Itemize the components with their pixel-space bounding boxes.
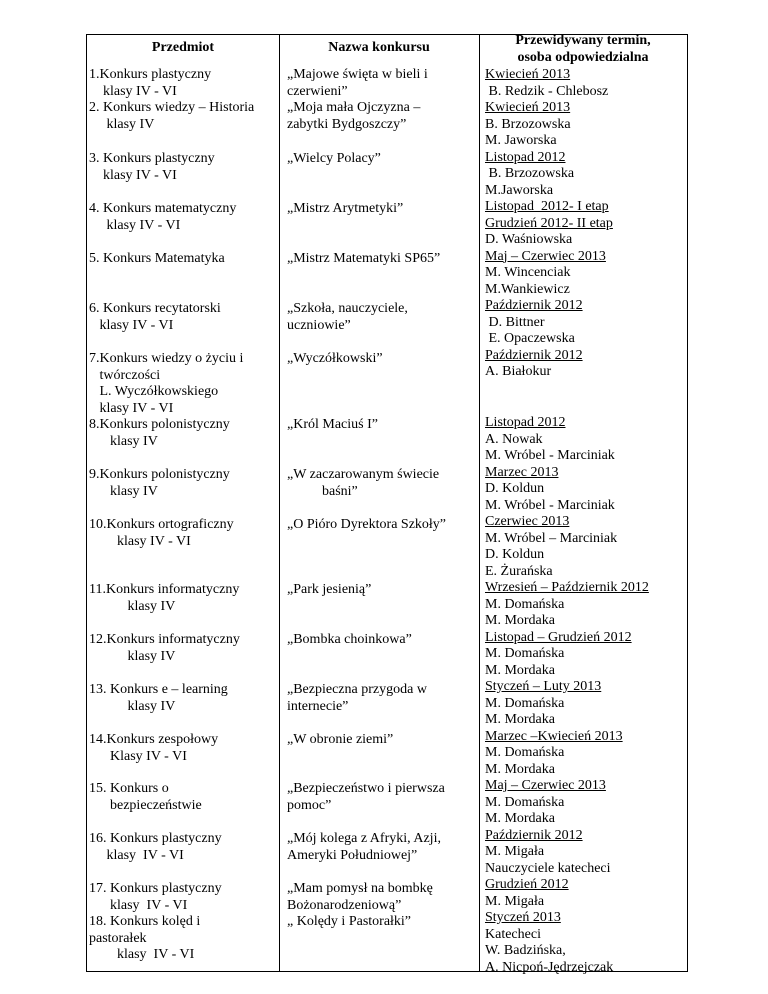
- term-date: Maj – Czerwiec 2013: [485, 778, 606, 793]
- contest-name-cell: „Mam pomysł na bombkę Bożonarodzeniową” „ Kolędy i Pastorałki”: [287, 881, 433, 929]
- term-date: Listopad 2012: [485, 149, 566, 165]
- term-date: Październik 2012: [485, 827, 583, 843]
- term-date: Kwiecień 2013: [485, 100, 571, 115]
- term-date: Październik 2012: [485, 347, 583, 363]
- responsible-person: M. Migała: [485, 893, 545, 909]
- subject-cell: 4. Konkurs matematyczny klasy IV - VI: [89, 201, 237, 233]
- contest-name-cell: „Król Maciuś I”: [287, 417, 378, 432]
- subject-cell: 15. Konkurs o bezpieczeństwie: [89, 781, 202, 813]
- responsible-person: M. Wróbel – Marciniak D. Koldun E. Żurańska: [485, 530, 618, 579]
- subject-cell: 3. Konkurs plastyczny klasy IV - VI: [89, 151, 215, 183]
- subject-cell: 5. Konkurs Matematyka: [89, 251, 225, 266]
- responsible-person: B. Brzozowska M.Jaworska: [485, 166, 575, 198]
- subject-cell: 17. Konkurs plastyczny klasy IV - VI 18. Konkurs kolęd i pastorałek klasy IV - VI: [89, 881, 222, 962]
- subject-cell: 1.Konkurs plastyczny klasy IV - VI 2. Konkurs wiedzy – Historia klasy IV: [89, 67, 255, 132]
- responsible-person: M. Domańska M. Mordaka: [485, 695, 565, 727]
- subject-cell: 7.Konkurs wiedzy o życiu i twórczości L. Wyczółkowskiego klasy IV - VI 8.Konkurs polonistyczny klasy IV: [89, 351, 244, 449]
- contest-name-cell: „Park jesienią”: [287, 582, 372, 597]
- responsible-person: Katecheci W. Badzińska, A. Nicpoń-Jędrzejczak: [485, 926, 614, 975]
- term-date: Grudzień 2012: [485, 877, 569, 892]
- contest-name-cell: „Szkoła, nauczyciele, uczniowie”: [287, 301, 408, 333]
- responsible-person: M. Domańska M. Mordaka: [485, 745, 565, 777]
- responsible-person: M. Domańska M. Mordaka: [485, 646, 565, 678]
- responsible-person: M. Migała Nauczyciele katecheci: [485, 844, 611, 876]
- responsible-person: A. Nowak M. Wróbel - Marciniak: [485, 431, 615, 463]
- column-divider: [279, 35, 280, 971]
- term-date: Październik 2012: [485, 298, 583, 313]
- subject-cell: 13. Konkurs e – learning klasy IV: [89, 682, 228, 714]
- subject-cell: 9.Konkurs polonistyczny klasy IV: [89, 467, 230, 499]
- contest-name-cell: „Mistrz Matematyki SP65”: [287, 251, 441, 266]
- column-divider: [479, 35, 480, 971]
- contest-name-cell: „Bombka choinkowa”: [287, 632, 412, 647]
- subject-cell: 6. Konkurs recytatorski klasy IV - VI: [89, 301, 221, 333]
- contest-name-cell: „Majowe święta w bieli i czerwieni” „Moja mała Ojczyzna – zabytki Bydgoszczy”: [287, 67, 428, 132]
- responsible-person: D. Waśniowska: [485, 232, 573, 247]
- term-date: Listopad 2012- I etap Grudzień 2012- II etap: [485, 199, 613, 231]
- term-date: Maj – Czerwiec 2013: [485, 248, 606, 264]
- contest-name-cell: „Mistrz Arytmetyki”: [287, 201, 404, 216]
- term-date: Styczeń – Luty 2013: [485, 679, 602, 694]
- responsible-person: M. Domańska M. Mordaka: [485, 794, 565, 826]
- header-subject: Przedmiot: [151, 40, 215, 55]
- contest-name-cell: „W obronie ziemi”: [287, 732, 394, 747]
- subject-cell: 14.Konkurs zespołowy Klasy IV - VI: [89, 732, 219, 764]
- contest-name-cell: „Bezpieczna przygoda w internecie”: [287, 682, 427, 714]
- responsible-person: A. Białokur: [485, 364, 552, 379]
- term-date: Wrzesień – Październik 2012: [485, 580, 649, 595]
- subject-cell: 16. Konkurs plastyczny klasy IV - VI: [89, 831, 222, 863]
- term-date: Marzec –Kwiecień 2013: [485, 728, 623, 744]
- contest-name-cell: „Mój kolega z Afryki, Azji, Ameryki Południowej”: [287, 831, 441, 863]
- term-date: Listopad 2012: [485, 415, 566, 430]
- term-date: Czerwiec 2013: [485, 514, 570, 529]
- contest-name-cell: „W zaczarowanym świecie baśni”: [287, 467, 440, 499]
- header-term-line1: Przewidywany termin,: [515, 33, 651, 48]
- responsible-person: B. Redzik - Chlebosz: [485, 83, 609, 99]
- term-date: Listopad – Grudzień 2012: [485, 629, 632, 645]
- contest-name-cell: „O Pióro Dyrektora Szkoły”: [287, 517, 447, 532]
- header-contest-name: Nazwa konkursu: [328, 40, 430, 55]
- responsible-person: D. Bittner E. Opaczewska: [488, 314, 575, 346]
- term-date: Styczeń 2013: [485, 910, 561, 925]
- subject-cell: 11.Konkurs informatyczny klasy IV: [89, 582, 240, 614]
- subject-cell: 10.Konkurs ortograficzny klasy IV - VI: [89, 517, 234, 549]
- contest-name-cell: „Wyczółkowski”: [287, 351, 383, 366]
- competitions-table: [86, 33, 688, 975]
- contest-name-cell: „Bezpieczeństwo i pierwsza pomoc”: [287, 781, 445, 813]
- responsible-person: B. Brzozowska M. Jaworska: [485, 116, 571, 148]
- header-term-line2: osoba odpowiedzialna: [517, 50, 649, 65]
- contest-name-cell: „Wielcy Polacy”: [287, 151, 381, 166]
- term-date: Kwiecień 2013: [485, 67, 571, 82]
- term-date: Marzec 2013: [485, 464, 559, 480]
- responsible-person: D. Koldun M. Wróbel - Marciniak: [485, 481, 615, 513]
- responsible-person: M. Wincenciak M.Wankiewicz: [485, 265, 571, 297]
- subject-cell: 12.Konkurs informatyczny klasy IV: [89, 632, 240, 664]
- responsible-person: M. Domańska M. Mordaka: [485, 596, 565, 628]
